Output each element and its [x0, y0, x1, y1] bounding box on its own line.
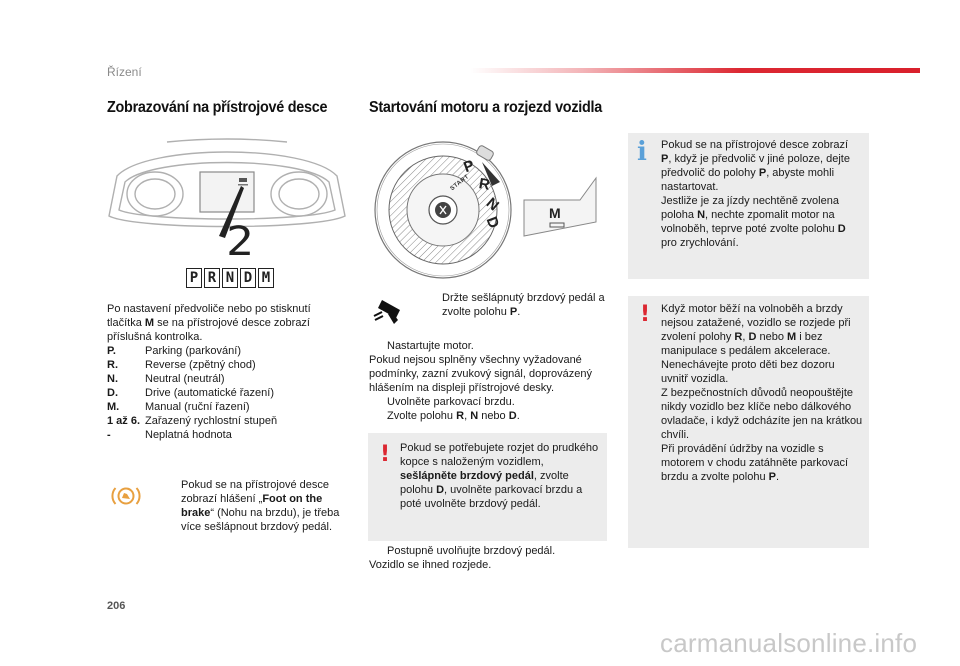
foot-on-brake-note: Pokud se na přístrojové desce zobrazí hlášení „Foot on the brake“ (Nohu na brzdu), je třeba více sešlápnout brzdový pedál.	[181, 479, 340, 533]
step-select-gear: Zvolte polohu R, N nebo D.	[387, 410, 520, 422]
final-description: Vozidlo se ihned rozjede.	[369, 559, 492, 571]
selector-letter-n: N	[482, 194, 503, 215]
gear-letter-n: N	[222, 268, 238, 288]
gear-strip	[186, 268, 274, 288]
info-icon: i	[637, 137, 647, 167]
step-start-engine: Nastartujte motor.	[387, 340, 474, 352]
legend-row: D. Drive (automatické řazení)	[107, 387, 274, 399]
selector-letter-d: D	[482, 214, 503, 231]
legend-row: N. Neutral (neutrál)	[107, 373, 225, 385]
display-mini-indicator	[239, 178, 247, 182]
m-button-label: M	[549, 205, 561, 221]
step-release-handbrake: Uvolněte parkovací brzdu.	[387, 396, 515, 408]
selector-letter-p: P	[461, 156, 477, 177]
section-label: Řízení	[107, 65, 142, 79]
foot-on-brake-warning-icon	[111, 484, 141, 508]
legend-row: R. Reverse (zpětný chod)	[107, 359, 256, 371]
gear-letter-d: D	[240, 268, 256, 288]
hold-brake-step: Držte sešlápnutý brzdový pedál a zvolte polohu P.	[442, 292, 605, 318]
step-release-brake: Postupně uvolňujte brzdový pedál.	[387, 545, 556, 557]
selector-letter-r: R	[477, 175, 492, 194]
header-accent-bar	[470, 68, 920, 73]
legend-row: P. Parking (parkování)	[107, 345, 241, 357]
safety-warning-text: Když motor běží na volnoběh a brzdy nejsou zatažené, vozidlo se rozjede při zvolení polohy R, D nebo M i bez manipulace s pedálem akcelerace. Nenechávejte proto děti bez dozoru uvnitř vozidla. Z bezpečnostních důvodů neopouštějte nikdy vozidlo bez klíče nebo dálkového ovladače, i když odcházíte jen na krátkou chvíli. Při provádění údržby na vozidle s motorem v chodu zatáhněte parkovací brzdu a zvolte polohu P.	[661, 303, 863, 483]
final-steps	[369, 544, 609, 572]
title-engine-start: Startování motoru a rozjezd vozidla	[369, 99, 603, 116]
watermark: carmanualsonline.info	[660, 628, 918, 658]
display-legend	[107, 302, 347, 442]
page-number: 206	[107, 600, 126, 612]
start-description: Pokud nejsou splněny všechny vyžadované podmínky, zazní zvukový signál, doprovázený hlášením na displeji přístrojové desky.	[369, 354, 592, 394]
selector-notch	[476, 145, 495, 162]
gear-letter-m: M	[258, 268, 274, 288]
warning-exclamation-icon: !	[640, 302, 651, 327]
info-box-text: Pokud se na přístrojové desce zobrazí P, když je předvolič v jiné poloze, dejte předvolič do polohy P, abyste mohli nastartovat. Jestliže je za jízdy nechtěně zvolena poloha N, nechte zpomalit motor na volnoběh, teprve poté zvolte polohu D pro zrychlování.	[661, 139, 850, 249]
legend-row: 1 až 6. Zařazený rychlostní stupeň	[107, 415, 278, 427]
gear-letter-p: P	[186, 268, 202, 288]
title-dashboard-display: Zobrazování na přístrojové desce	[107, 99, 328, 116]
gear-letter-r: R	[204, 268, 220, 288]
hill-start-warning-text: Pokud se potřebujete rozjet do prudkého kopce s naloženým vozidlem, sešlápněte brzdový pedál, zvolte polohu D, uvolněte parkovací brzdu a poté uvolněte brzdový pedál.	[400, 442, 599, 510]
gear-indicator-digit: 2	[226, 219, 254, 265]
foot-on-pedal-icon	[372, 296, 408, 326]
legend-intro: Po nastavení předvoliče nebo po stisknutí tlačítka M se na přístrojové desce zobrazí příslušná kontrolka.	[107, 303, 311, 343]
legend-row: M. Manual (ruční řazení)	[107, 401, 250, 413]
start-steps	[369, 339, 609, 423]
legend-row: - Neplatná hodnota	[107, 429, 232, 441]
selector-start-label: START	[449, 173, 471, 193]
warning-exclamation-icon: !	[380, 442, 391, 467]
